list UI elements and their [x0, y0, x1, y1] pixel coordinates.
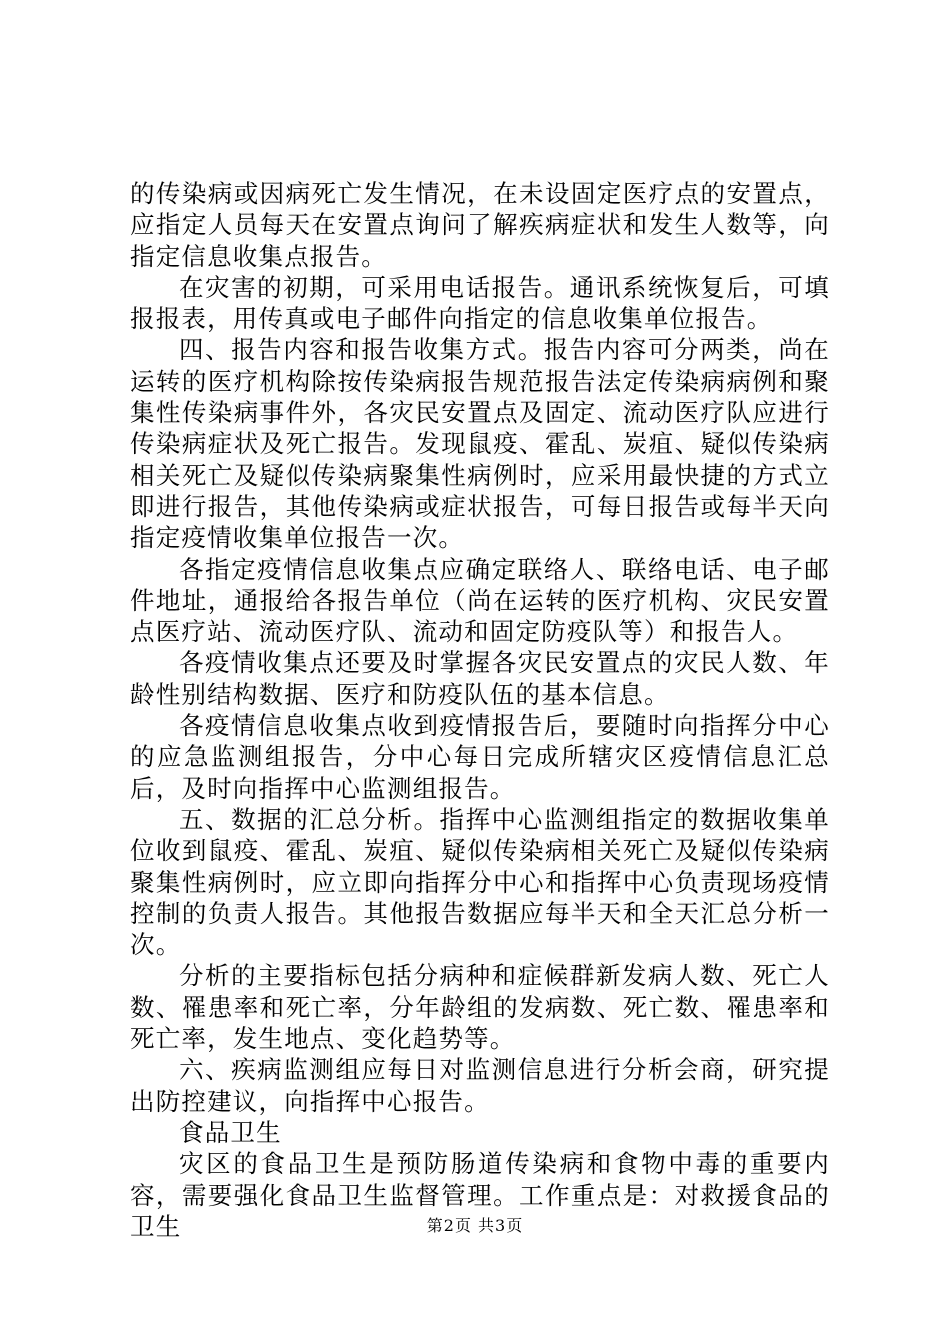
- page-footer: 第2页 共3页: [426, 1216, 524, 1235]
- paragraph: 在灾害的初期，可采用电话报告。通讯系统恢复后，可填报报表，用传真或电子邮件向指定的信息收集单位报告。: [130, 272, 830, 334]
- paragraph: 各疫情信息收集点收到疫情报告后，要随时向指挥分中心的应急监测组报告，分中心每日完成所辖灾区疫情信息汇总后，及时向指挥中心监测组报告。: [130, 711, 830, 803]
- paragraph: 六、疾病监测组应每日对监测信息进行分析会商，研究提出防控建议，向指挥中心报告。: [130, 1055, 830, 1116]
- paragraph: 四、报告内容和报告收集方式。报告内容可分两类，尚在运转的医疗机构除按传染病报告规范报告法定传染病病例和聚集性传染病事件外，各灾民安置点及固定、流动医疗队应进行传染病症状及死亡报告。发现鼠疫、霍乱、炭疽、疑似传染病相关死亡及疑似传染病聚集性病例时，应采用最快捷的方式立即进行报告，其他传染病或症状报告，可每日报告或每半天向指定疫情收集单位报告一次。: [130, 335, 830, 553]
- section-heading: 食品卫生: [179, 1117, 282, 1147]
- paragraph: 分析的主要指标包括分病种和症候群新发病人数、死亡人数、罹患率和死亡率，分年龄组的发病数、死亡数、罹患率和死亡率，发生地点、变化趋势等。: [130, 961, 830, 1054]
- paragraph-continued: 的传染病或因病死亡发生情况，在未设固定医疗点的安置点，应指定人员每天在安置点询问了解疾病症状和发生人数等，向指定信息收集点报告。: [130, 179, 830, 271]
- document-body: [130, 178, 830, 1242]
- paragraph: 各指定疫情信息收集点应确定联络人、联络电话、电子邮件地址，通报给各报告单位（尚在运转的医疗机构、灾民安置点医疗站、流动医疗队、流动和固定防疫队等）和报告人。: [130, 554, 830, 647]
- paragraph: 五、数据的汇总分析。指挥中心监测组指定的数据收集单位收到鼠疫、霍乱、炭疽、疑似传染病相关死亡及疑似传染病聚集性病例时，应立即向指挥分中心和指挥中心负责现场疫情控制的负责人报告。其他报告数据应每半天和全天汇总分析一次。: [130, 804, 830, 960]
- paragraph: 灾区的食品卫生是预防肠道传染病和食物中毒的重要内容，需要强化食品卫生监督管理。工作重点是：对救援食品的卫生: [130, 1149, 830, 1241]
- paragraph: 各疫情收集点还要及时掌握各灾民安置点的灾民人数、年龄性别结构数据、医疗和防疫队伍的基本信息。: [130, 648, 830, 709]
